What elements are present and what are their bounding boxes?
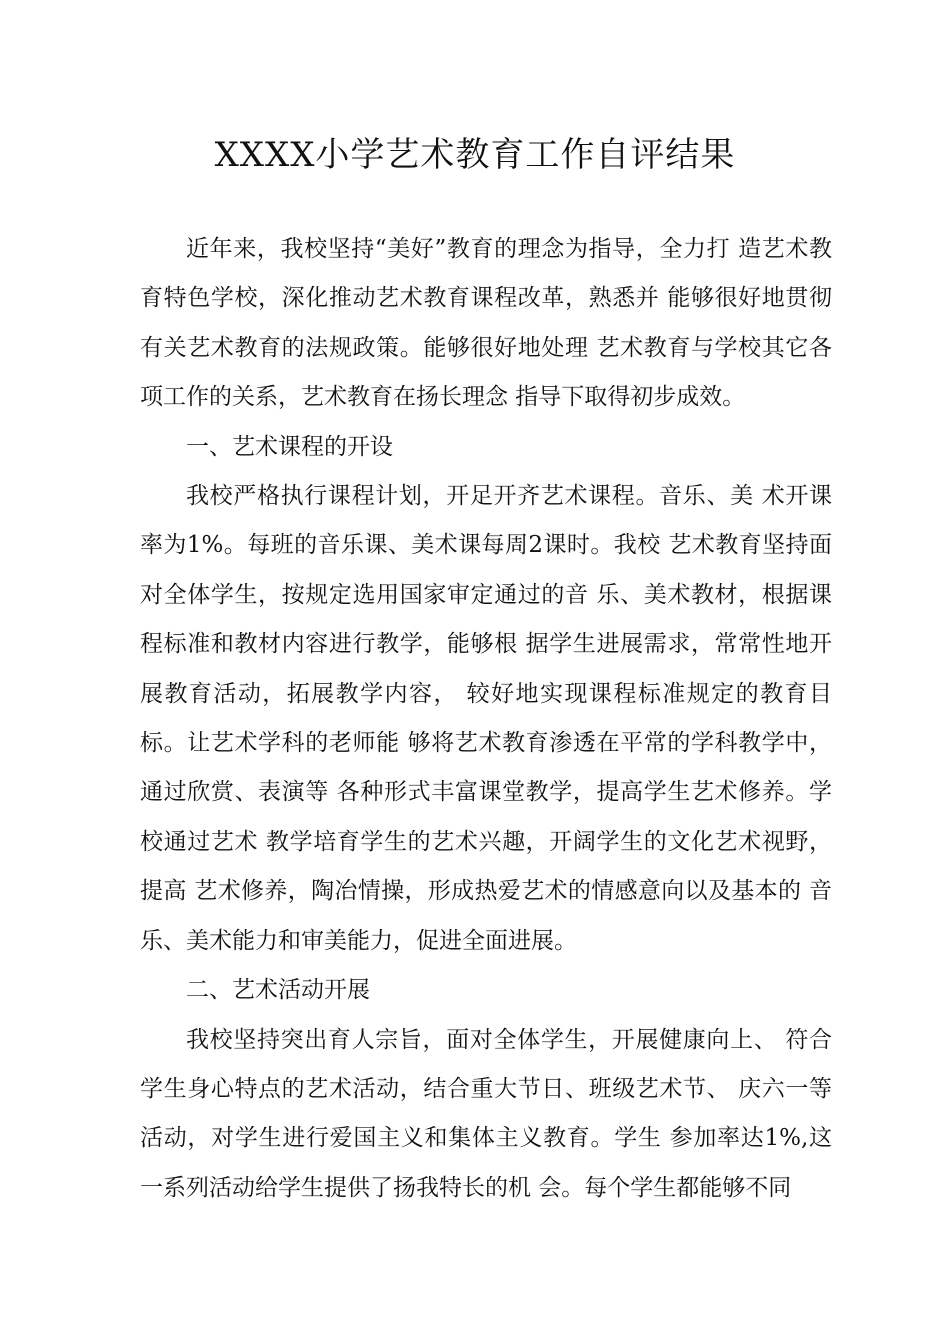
document-title: XXXX小学艺术教育工作自评结果 <box>214 135 736 175</box>
section-heading-courses: 一、艺术课程的开设 <box>186 433 393 460</box>
section-paragraph-activities: 我校坚持突出育人宗旨，面对全体学生，开展健康向上、 符合学生身心特点的艺术活动，结合重大节日、班级艺术节、 庆六一等活动，对学生进行爱国主义和集体主义教育。学生 参加率达1%,这一系列活动给学生提供了扬我特长的机 会。每个学生都能够不同 <box>140 1026 832 1201</box>
document-body <box>140 225 832 1213</box>
section-paragraph-courses: 我校严格执行课程计划，开足开齐艺术课程。音乐、美 术开课率为1%。每班的音乐课、美术课每周2课时。我校 艺术教育坚持面对全体学生，按规定选用国家审定通过的音 乐、美术教材，根据课程标准和教材内容进行教学，能够根 据学生进展需求，常常性地开展教育活动，拓展教学内容， 较好地实现课程标准规定的教育目标。让艺术学科的老师能 够将艺术教育渗透在平常的学科教学中，通过欣赏、表演等 各种形式丰富课堂教学，提高学生艺术修养。学校通过艺术 教学培育学生的艺术兴趣，开阔学生的文化艺术视野，提高 艺术修养，陶冶情操，形成热爱艺术的情感意向以及基本的 音乐、美术能力和审美能力，促进全面进展。 <box>140 483 832 954</box>
intro-paragraph: 近年来，我校坚持“美好”教育的理念为指导，全力打 造艺术教育特色学校，深化推动艺术教育课程改革，熟悉并 能够很好地贯彻有关艺术教育的法规政策。能够很好地处理 艺术教育与学校其它各项工作的关系，艺术教育在扬长理念 指导下取得初步成效。 <box>140 236 832 411</box>
section-heading-activities: 二、艺术活动开展 <box>186 977 370 1004</box>
